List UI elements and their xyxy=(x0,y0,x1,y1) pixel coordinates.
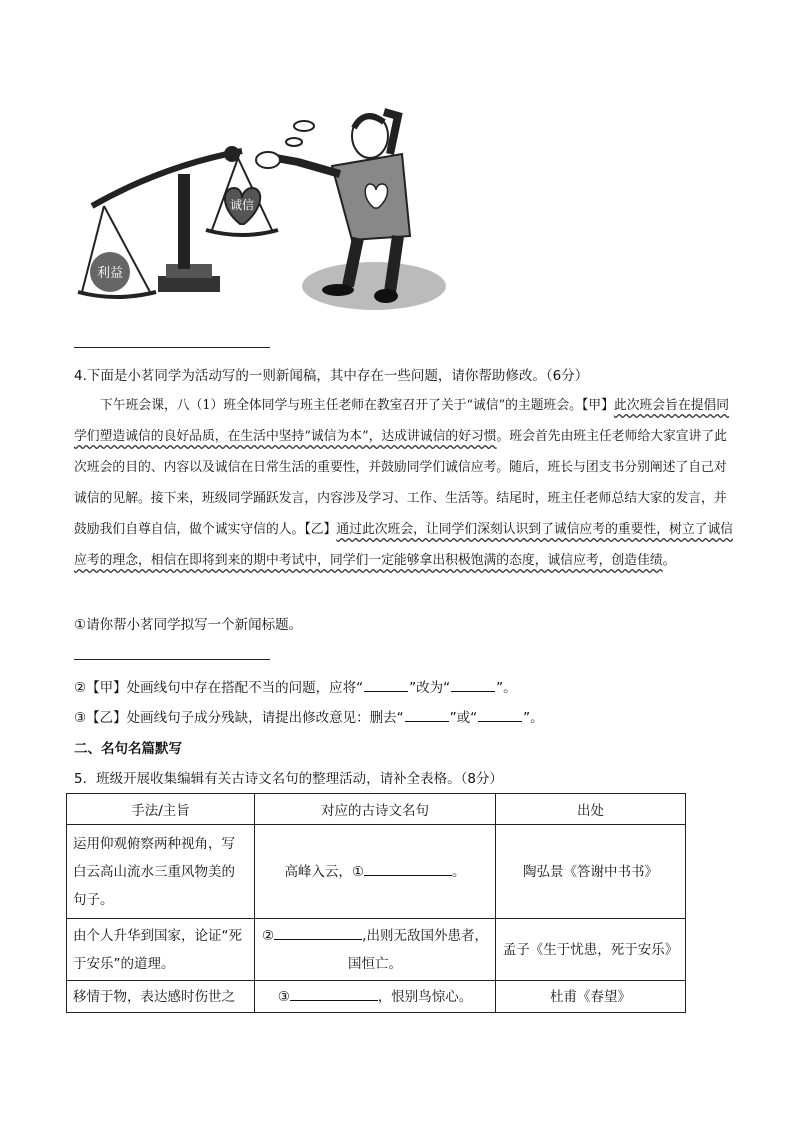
title-answer-line[interactable] xyxy=(74,659,270,660)
q5-prompt: 5．班级开展收集编辑有关古诗文名句的整理活动，请补全表格。（8分） xyxy=(74,771,503,787)
sub2-text-c: ”。 xyxy=(496,680,517,696)
table-header-row xyxy=(67,794,686,825)
row3-quote xyxy=(255,981,496,1013)
honesty-scale-illustration xyxy=(72,96,452,321)
news-part-c: 。 xyxy=(662,553,676,568)
sub3-blank-1[interactable] xyxy=(405,710,449,722)
jia-underlined-sentence: 此次班会旨在提倡同学们塑造诚信的良好品质，在生活中坚持“诚信为本”，达成讲诚信的好习惯 xyxy=(74,398,730,444)
sub3-text-c: ”。 xyxy=(523,710,544,726)
q4-news-paragraph xyxy=(74,390,734,576)
row3-quote-a: ③ xyxy=(277,988,290,1005)
row1-quote-b: 。 xyxy=(452,863,466,880)
sub3-blank-2[interactable] xyxy=(478,710,522,722)
news-part-a: 下午班会课，八（1）班全体同学与班主任老师在教室召开了关于“诚信”的主题班会。【甲】 xyxy=(100,398,614,413)
section-2-heading: 二、名句名篇默写 xyxy=(74,741,182,757)
row2-quote xyxy=(255,919,496,981)
table-row xyxy=(67,825,686,919)
sub2-text-a: ②【甲】处画线句中存在搭配不当的问题，应将“ xyxy=(74,680,364,696)
sub2-blank-1[interactable] xyxy=(364,680,408,692)
sub2-blank-2[interactable] xyxy=(451,680,495,692)
row1-quote-a: 高峰入云，① xyxy=(284,863,365,880)
row2-quote-b: ,出则无敌国外患者，国恒亡。 xyxy=(348,927,488,972)
q4-prompt: 4.下面是小茗同学为活动写的一则新闻稿，其中存在一些问题，请你帮助修改。（6分） xyxy=(74,368,589,384)
sub3-text-a: ③【乙】处画线句子成分残缺，请提出修改意见：删去“ xyxy=(74,710,404,726)
header-theme: 手法/主旨 xyxy=(67,794,255,825)
row2-source: 孟子《生于忧患，死于安乐》 xyxy=(496,919,686,981)
row2-quote-a: ② xyxy=(262,927,275,944)
header-source: 出处 xyxy=(496,794,686,825)
row1-blank[interactable] xyxy=(364,863,452,876)
row3-source: 杜甫《春望》 xyxy=(496,981,686,1013)
answer-line-top xyxy=(74,347,270,348)
q4-sub1: ①请你帮小茗同学拟写一个新闻标题。 xyxy=(74,617,303,633)
row1-source: 陶弘景《答谢中书书》 xyxy=(496,825,686,919)
yi-underlined-sentence: 通过此次班会，让同学们深刻认识到了诚信应考的重要性，树立了诚信应考的理念，相信在即将到来的期中考试中，同学们一定能够拿出积极饱满的态度，诚信应考，创造佳绩 xyxy=(74,522,734,568)
sub2-text-b: ”改为“ xyxy=(409,680,451,696)
header-quote: 对应的古诗文名句 xyxy=(255,794,496,825)
left-pan-label: 利益 xyxy=(96,266,124,281)
table-row xyxy=(67,981,686,1013)
table-row xyxy=(67,919,686,981)
row3-blank[interactable] xyxy=(290,988,378,1001)
sub3-text-b: ”或“ xyxy=(449,710,478,726)
row3-quote-b: ，恨别鸟惊心。 xyxy=(377,988,473,1005)
poetry-table xyxy=(66,793,686,1013)
q4-sub3 xyxy=(74,706,544,726)
news-part-b: 。班会首先由班主任老师给大家宣讲了此次班会的目的、内容以及诚信在日常生活的重要性，并鼓励同学们诚信应考。随后，班长与团支书分别阐述了自己对诚信的见解。接下来，班级同学踊跃发言，内容涉及学习、工作、生活等。结尾时，班主任老师总结大家的发言，并鼓励我们自尊自信，做个诚实守信的人。【乙】 xyxy=(74,429,727,537)
row2-theme: 由个人升华到国家，论证“死于安乐”的道理。 xyxy=(67,919,255,981)
row1-theme: 运用仰观俯察两种视角，写白云高山流水三重风物美的句子。 xyxy=(67,825,255,919)
row3-theme: 移情于物，表达感时伤世之 xyxy=(67,981,255,1013)
right-pan-label: 诚信 xyxy=(229,198,255,212)
row1-quote xyxy=(255,825,496,919)
q4-sub2 xyxy=(74,676,517,696)
row2-blank[interactable] xyxy=(274,927,362,940)
